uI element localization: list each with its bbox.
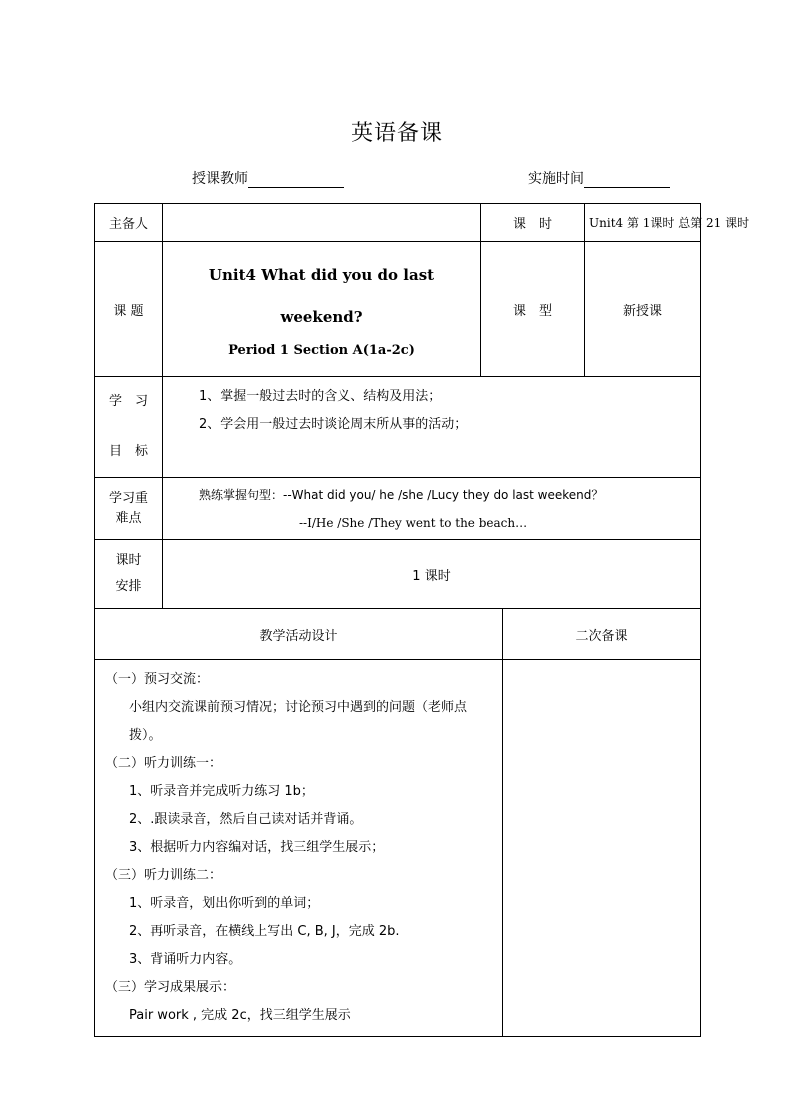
teacher-label: 授课教师 [192, 171, 248, 187]
schedule-value: 1 课时 [163, 540, 701, 609]
period-value: Unit4 第 1课时 总第 21 课时 [585, 204, 701, 242]
goal-item: 2、学会用一般过去时谈论周末所从事的活动； [199, 417, 468, 432]
page-title: 英语备课 [350, 121, 443, 146]
goals-label-2: 目 标 [108, 444, 148, 459]
teacher-blank[interactable] [248, 171, 344, 188]
lesson-plan-grid [94, 203, 750, 1037]
preparer-label: 主备人 [95, 204, 163, 242]
activities-list [105, 666, 492, 1030]
type-label: 课 型 [481, 242, 585, 377]
topic-cell [163, 242, 481, 377]
teacher-field [192, 168, 344, 188]
activity-line: Pair work , 完成 2c，找三组学生展示 [129, 1008, 351, 1023]
activity-line: 1、听录音，划出你听到的单词； [129, 896, 320, 911]
activity-line: （三）听力训练二： [105, 868, 223, 883]
activity-line: 2、.跟读录音，然后自己读对话并背诵。 [129, 812, 363, 827]
difficulty-line-2: --I/He /She /They went to the beach… [299, 515, 528, 530]
time-blank[interactable] [584, 171, 670, 188]
goals-label-1: 学 习 [108, 394, 148, 409]
time-label: 实施时间 [528, 171, 584, 187]
difficulty-line-1: 熟练掌握句型：--What did you/ he /she /Lucy they do last weekend？ [199, 487, 604, 502]
activity-line: 小组内交流课前预习情况；讨论预习中遇到的问题（老师点拨）。 [129, 700, 468, 743]
difficulty-label-2: 难点 [115, 510, 142, 526]
activity-line: 2、再听录音，在横线上写出 C, B, J，完成 2b. [129, 924, 400, 939]
schedule-label-1: 课时 [115, 553, 142, 568]
difficulty-cell [163, 478, 701, 540]
preparer-value-cell[interactable] [163, 204, 481, 242]
second-prep-header: 二次备课 [503, 609, 701, 660]
schedule-label-cell [95, 540, 163, 609]
design-header: 教学活动设计 [95, 609, 503, 660]
difficulty-label-cell [95, 478, 163, 540]
goal-item: 1、掌握一般过去时的含义、结构及用法； [199, 389, 442, 404]
type-value: 新授课 [585, 242, 701, 377]
activity-line: 3、根据听力内容编对话，找三组学生展示； [129, 840, 385, 855]
activity-line: 1、听录音并完成听力练习 1b； [129, 784, 314, 799]
difficulty-label-1: 学习重 [108, 490, 148, 506]
time-field [528, 168, 670, 188]
goals-cell [163, 377, 701, 478]
activities-cell [95, 660, 503, 1037]
second-prep-cell[interactable] [503, 660, 701, 1037]
activity-line: （一）预习交流： [105, 672, 210, 687]
period-label-wrap [481, 204, 585, 242]
activity-line: （三）学习成果展示： [105, 980, 236, 995]
topic-line-1: Unit4 What did you do last [208, 266, 435, 284]
goals-label-cell [95, 377, 163, 478]
schedule-label-2: 安排 [115, 579, 142, 594]
activity-line: （二）听力训练一： [105, 756, 223, 771]
topic-label: 课 题 [95, 242, 163, 377]
activity-line: 3、背诵听力内容。 [129, 952, 242, 967]
period-label: 课 时 [513, 217, 553, 232]
topic-line-2: weekend? [280, 308, 363, 326]
topic-line-3: Period 1 Section A(1a-2c) [228, 343, 415, 358]
